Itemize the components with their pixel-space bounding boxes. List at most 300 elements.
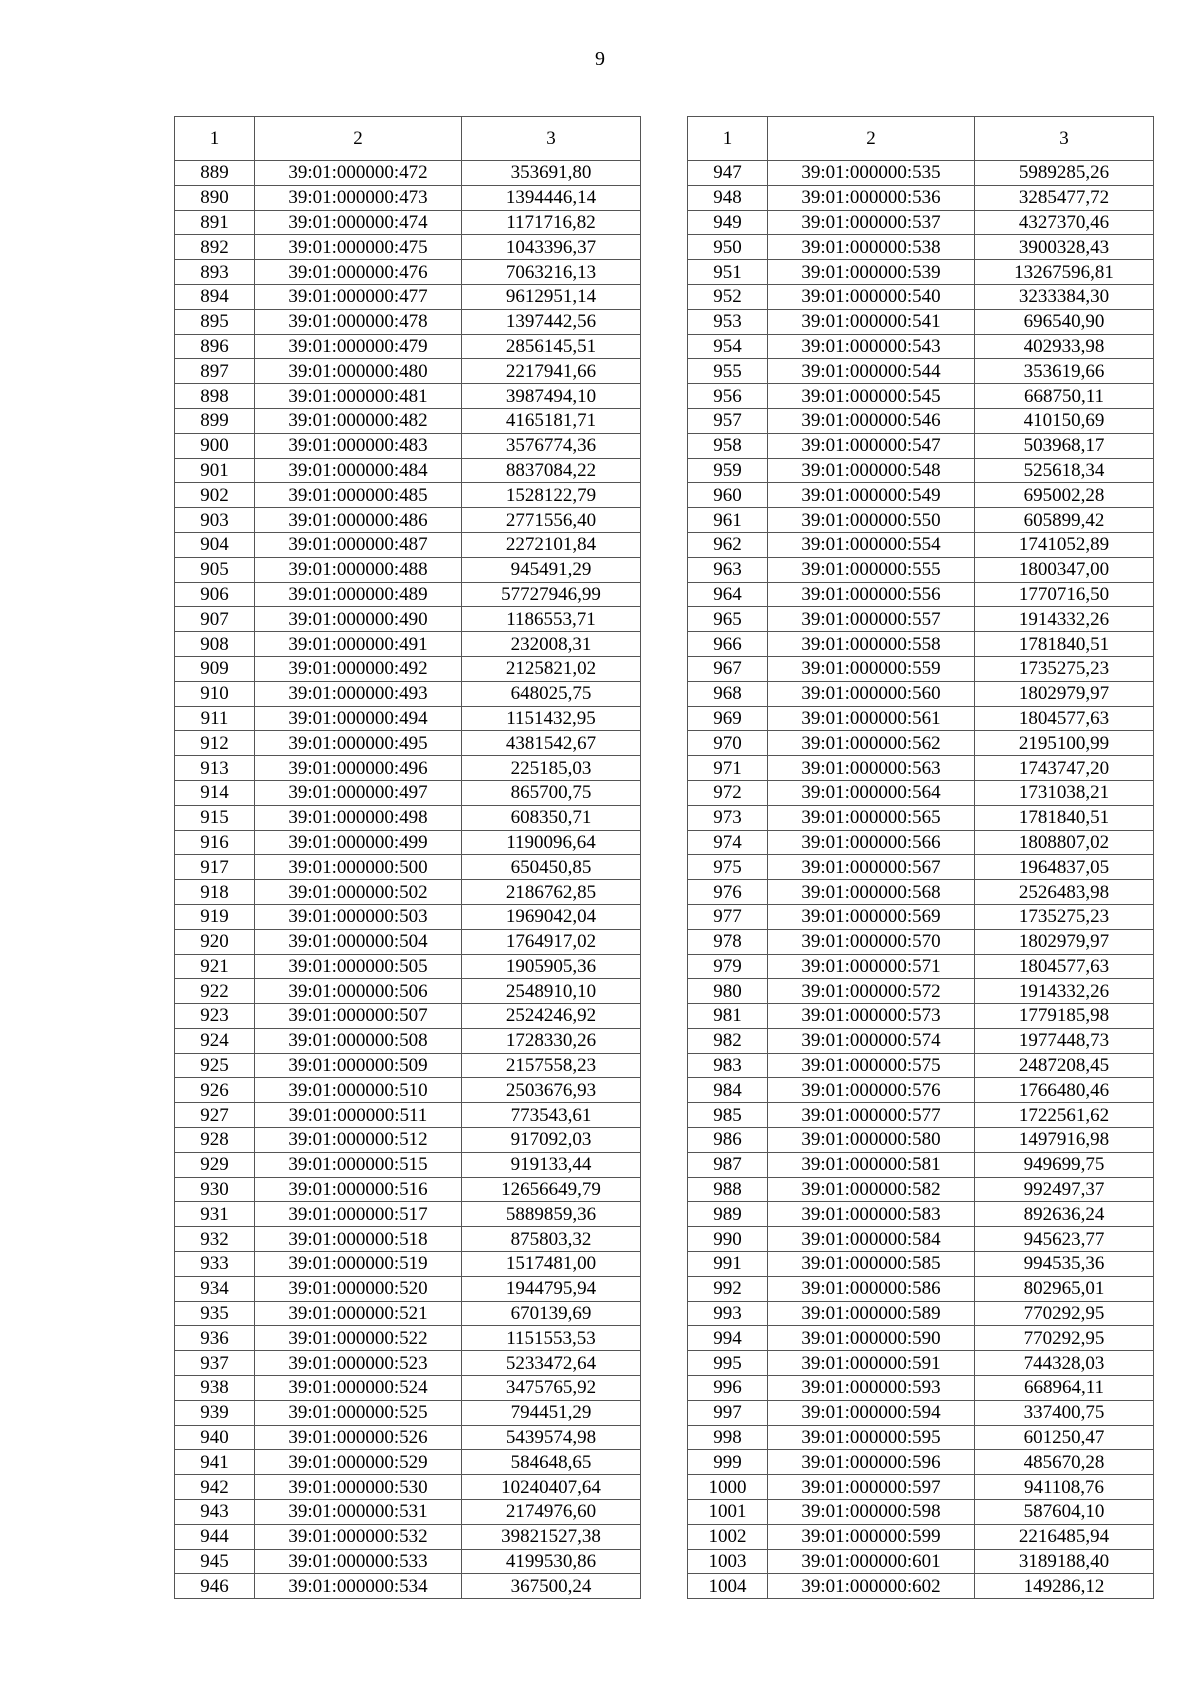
cadastral-number-cell: 39:01:000000:558: [768, 632, 975, 657]
table-row: [175, 731, 641, 756]
value-cell: 3576774,36: [462, 433, 641, 458]
left-table-body: [175, 117, 641, 1599]
row-number-cell: 941: [175, 1450, 255, 1475]
value-cell: 337400,75: [975, 1400, 1154, 1425]
row-number-cell: 899: [175, 408, 255, 433]
row-number-cell: 916: [175, 830, 255, 855]
row-number-cell: 995: [688, 1351, 768, 1376]
row-number-cell: 961: [688, 508, 768, 533]
cadastral-number-cell: 39:01:000000:543: [768, 334, 975, 359]
row-number-cell: 993: [688, 1301, 768, 1326]
row-number-cell: 907: [175, 607, 255, 632]
row-number-cell: 953: [688, 309, 768, 334]
row-number-cell: 986: [688, 1128, 768, 1153]
row-number-cell: 968: [688, 681, 768, 706]
value-cell: 1764917,02: [462, 929, 641, 954]
table-row: [175, 855, 641, 880]
row-number-cell: 935: [175, 1301, 255, 1326]
table-row: [688, 1276, 1154, 1301]
table-row: [688, 384, 1154, 409]
table-row: [175, 1425, 641, 1450]
row-number-cell: 969: [688, 706, 768, 731]
value-cell: 1735275,23: [975, 904, 1154, 929]
row-number-cell: 952: [688, 284, 768, 309]
cadastral-number-cell: 39:01:000000:522: [255, 1326, 462, 1351]
row-number-cell: 958: [688, 433, 768, 458]
table-row: [175, 1128, 641, 1153]
cadastral-number-cell: 39:01:000000:479: [255, 334, 462, 359]
row-number-cell: 895: [175, 309, 255, 334]
value-cell: 668964,11: [975, 1376, 1154, 1401]
table-row: [688, 185, 1154, 210]
cadastral-number-cell: 39:01:000000:496: [255, 756, 462, 781]
row-number-cell: 950: [688, 235, 768, 260]
value-cell: 1517481,00: [462, 1252, 641, 1277]
value-cell: 919133,44: [462, 1152, 641, 1177]
value-cell: 353619,66: [975, 359, 1154, 384]
value-cell: 3987494,10: [462, 384, 641, 409]
cadastral-number-cell: 39:01:000000:486: [255, 508, 462, 533]
value-cell: 1804577,63: [975, 954, 1154, 979]
value-cell: 1781840,51: [975, 632, 1154, 657]
cadastral-number-cell: 39:01:000000:499: [255, 830, 462, 855]
cadastral-number-cell: 39:01:000000:502: [255, 880, 462, 905]
row-number-cell: 1002: [688, 1524, 768, 1549]
value-cell: 1397442,56: [462, 309, 641, 334]
value-cell: 3900328,43: [975, 235, 1154, 260]
row-number-cell: 985: [688, 1103, 768, 1128]
cadastral-number-cell: 39:01:000000:581: [768, 1152, 975, 1177]
cadastral-number-cell: 39:01:000000:561: [768, 706, 975, 731]
table-row: [175, 954, 641, 979]
value-cell: 1728330,26: [462, 1028, 641, 1053]
row-number-cell: 945: [175, 1549, 255, 1574]
value-cell: 503968,17: [975, 433, 1154, 458]
cadastral-number-cell: 39:01:000000:583: [768, 1202, 975, 1227]
value-cell: 1779185,98: [975, 1004, 1154, 1029]
value-cell: 1735275,23: [975, 656, 1154, 681]
cadastral-number-cell: 39:01:000000:568: [768, 880, 975, 905]
value-cell: 1528122,79: [462, 483, 641, 508]
table-row: [688, 607, 1154, 632]
table-row: [175, 1326, 641, 1351]
row-number-cell: 937: [175, 1351, 255, 1376]
value-cell: 2771556,40: [462, 508, 641, 533]
row-number-cell: 900: [175, 433, 255, 458]
cadastral-number-cell: 39:01:000000:566: [768, 830, 975, 855]
value-cell: 1944795,94: [462, 1276, 641, 1301]
cadastral-number-cell: 39:01:000000:547: [768, 433, 975, 458]
value-cell: 587604,10: [975, 1500, 1154, 1525]
left-table: [174, 116, 641, 1599]
value-cell: 2125821,02: [462, 656, 641, 681]
cadastral-number-cell: 39:01:000000:492: [255, 656, 462, 681]
row-number-cell: 1003: [688, 1549, 768, 1574]
value-cell: 668750,11: [975, 384, 1154, 409]
row-number-cell: 956: [688, 384, 768, 409]
row-number-cell: 918: [175, 880, 255, 905]
row-number-cell: 924: [175, 1028, 255, 1053]
value-cell: 1977448,73: [975, 1028, 1154, 1053]
cadastral-number-cell: 39:01:000000:601: [768, 1549, 975, 1574]
table-row: [175, 1301, 641, 1326]
value-cell: 744328,03: [975, 1351, 1154, 1376]
table-row: [175, 1004, 641, 1029]
table-row: [175, 433, 641, 458]
table-row: [688, 1301, 1154, 1326]
cadastral-number-cell: 39:01:000000:518: [255, 1227, 462, 1252]
value-cell: 4327370,46: [975, 210, 1154, 235]
value-cell: 525618,34: [975, 458, 1154, 483]
cadastral-number-cell: 39:01:000000:490: [255, 607, 462, 632]
value-cell: 2526483,98: [975, 880, 1154, 905]
cadastral-number-cell: 39:01:000000:555: [768, 557, 975, 582]
cadastral-number-cell: 39:01:000000:482: [255, 408, 462, 433]
row-number-cell: 963: [688, 557, 768, 582]
value-cell: 992497,37: [975, 1177, 1154, 1202]
cadastral-number-cell: 39:01:000000:484: [255, 458, 462, 483]
value-cell: 601250,47: [975, 1425, 1154, 1450]
row-number-cell: 994: [688, 1326, 768, 1351]
cadastral-number-cell: 39:01:000000:523: [255, 1351, 462, 1376]
cadastral-number-cell: 39:01:000000:525: [255, 1400, 462, 1425]
table-row: [688, 1425, 1154, 1450]
table-row: [688, 830, 1154, 855]
row-number-cell: 913: [175, 756, 255, 781]
table-row: [175, 1475, 641, 1500]
table-row: [175, 359, 641, 384]
cadastral-number-cell: 39:01:000000:580: [768, 1128, 975, 1153]
table-row: [688, 582, 1154, 607]
cadastral-number-cell: 39:01:000000:563: [768, 756, 975, 781]
table-row: [688, 904, 1154, 929]
value-cell: 5233472,64: [462, 1351, 641, 1376]
row-number-cell: 940: [175, 1425, 255, 1450]
table-row: [688, 161, 1154, 186]
cadastral-number-cell: 39:01:000000:500: [255, 855, 462, 880]
table-row: [688, 1128, 1154, 1153]
table-row: [688, 309, 1154, 334]
cadastral-number-cell: 39:01:000000:570: [768, 929, 975, 954]
cadastral-number-cell: 39:01:000000:572: [768, 979, 975, 1004]
row-number-cell: 1001: [688, 1500, 768, 1525]
value-cell: 1802979,97: [975, 929, 1154, 954]
value-cell: 485670,28: [975, 1450, 1154, 1475]
value-cell: 696540,90: [975, 309, 1154, 334]
cadastral-number-cell: 39:01:000000:475: [255, 235, 462, 260]
row-number-cell: 894: [175, 284, 255, 309]
table-row: [688, 1202, 1154, 1227]
value-cell: 1151432,95: [462, 706, 641, 731]
cadastral-number-cell: 39:01:000000:535: [768, 161, 975, 186]
value-cell: 770292,95: [975, 1301, 1154, 1326]
table-row: [175, 1500, 641, 1525]
row-number-cell: 893: [175, 260, 255, 285]
cadastral-number-cell: 39:01:000000:494: [255, 706, 462, 731]
value-cell: 1781840,51: [975, 805, 1154, 830]
row-number-cell: 978: [688, 929, 768, 954]
table-row: [175, 880, 641, 905]
table-row: [688, 1326, 1154, 1351]
cadastral-number-cell: 39:01:000000:575: [768, 1053, 975, 1078]
table-row: [688, 260, 1154, 285]
value-cell: 605899,42: [975, 508, 1154, 533]
cadastral-number-cell: 39:01:000000:508: [255, 1028, 462, 1053]
cadastral-number-cell: 39:01:000000:586: [768, 1276, 975, 1301]
value-cell: 1800347,00: [975, 557, 1154, 582]
row-number-cell: 910: [175, 681, 255, 706]
cadastral-number-cell: 39:01:000000:598: [768, 1500, 975, 1525]
table-row: [175, 1227, 641, 1252]
row-number-cell: 936: [175, 1326, 255, 1351]
cadastral-number-cell: 39:01:000000:538: [768, 235, 975, 260]
table-row: [688, 508, 1154, 533]
value-cell: 945623,77: [975, 1227, 1154, 1252]
row-number-cell: 938: [175, 1376, 255, 1401]
row-number-cell: 951: [688, 260, 768, 285]
value-cell: 367500,24: [462, 1574, 641, 1599]
cadastral-number-cell: 39:01:000000:593: [768, 1376, 975, 1401]
row-number-cell: 932: [175, 1227, 255, 1252]
value-cell: 5889859,36: [462, 1202, 641, 1227]
table-row: [688, 1028, 1154, 1053]
row-number-cell: 982: [688, 1028, 768, 1053]
table-row: [175, 161, 641, 186]
row-number-cell: 977: [688, 904, 768, 929]
row-number-cell: 959: [688, 458, 768, 483]
table-row: [175, 284, 641, 309]
table-row: [175, 830, 641, 855]
table-row: [175, 632, 641, 657]
cadastral-number-cell: 39:01:000000:595: [768, 1425, 975, 1450]
value-cell: 7063216,13: [462, 260, 641, 285]
row-number-cell: 998: [688, 1425, 768, 1450]
table-row: [175, 681, 641, 706]
value-cell: 650450,85: [462, 855, 641, 880]
cadastral-number-cell: 39:01:000000:489: [255, 582, 462, 607]
value-cell: 1914332,26: [975, 979, 1154, 1004]
value-cell: 353691,80: [462, 161, 641, 186]
table-row: [688, 632, 1154, 657]
table-row: [688, 284, 1154, 309]
value-cell: 770292,95: [975, 1326, 1154, 1351]
row-number-cell: 920: [175, 929, 255, 954]
row-number-cell: 991: [688, 1252, 768, 1277]
value-cell: 994535,36: [975, 1252, 1154, 1277]
table-row: [688, 979, 1154, 1004]
table-row: [175, 582, 641, 607]
table-row: [175, 805, 641, 830]
value-cell: 794451,29: [462, 1400, 641, 1425]
row-number-cell: 925: [175, 1053, 255, 1078]
table-row: [175, 1276, 641, 1301]
table-row: [175, 557, 641, 582]
row-number-cell: 889: [175, 161, 255, 186]
value-cell: 3285477,72: [975, 185, 1154, 210]
table-row: [175, 780, 641, 805]
cadastral-number-cell: 39:01:000000:534: [255, 1574, 462, 1599]
table-row: [688, 1351, 1154, 1376]
value-cell: 1497916,98: [975, 1128, 1154, 1153]
table-row: [688, 929, 1154, 954]
cadastral-number-cell: 39:01:000000:536: [768, 185, 975, 210]
row-number-cell: 923: [175, 1004, 255, 1029]
value-cell: 4199530,86: [462, 1549, 641, 1574]
row-number-cell: 957: [688, 408, 768, 433]
cadastral-number-cell: 39:01:000000:497: [255, 780, 462, 805]
table-row: [688, 359, 1154, 384]
cadastral-number-cell: 39:01:000000:549: [768, 483, 975, 508]
value-cell: 1043396,37: [462, 235, 641, 260]
table-row: [688, 483, 1154, 508]
table-row: [175, 1400, 641, 1425]
cadastral-number-cell: 39:01:000000:589: [768, 1301, 975, 1326]
value-cell: 1770716,50: [975, 582, 1154, 607]
cadastral-number-cell: 39:01:000000:539: [768, 260, 975, 285]
cadastral-number-cell: 39:01:000000:537: [768, 210, 975, 235]
value-cell: 608350,71: [462, 805, 641, 830]
table-row: [688, 1053, 1154, 1078]
header-cell-2: 2: [768, 117, 975, 161]
value-cell: 2487208,45: [975, 1053, 1154, 1078]
value-cell: 232008,31: [462, 632, 641, 657]
row-number-cell: 909: [175, 656, 255, 681]
table-row: [175, 979, 641, 1004]
table-row: [688, 1004, 1154, 1029]
cadastral-number-cell: 39:01:000000:560: [768, 681, 975, 706]
table-row: [175, 235, 641, 260]
table-row: [688, 1227, 1154, 1252]
cadastral-number-cell: 39:01:000000:602: [768, 1574, 975, 1599]
table-row: [688, 557, 1154, 582]
row-number-cell: 901: [175, 458, 255, 483]
cadastral-number-cell: 39:01:000000:562: [768, 731, 975, 756]
value-cell: 1171716,82: [462, 210, 641, 235]
row-number-cell: 911: [175, 706, 255, 731]
table-row: [175, 904, 641, 929]
cadastral-number-cell: 39:01:000000:554: [768, 532, 975, 557]
row-number-cell: 929: [175, 1152, 255, 1177]
table-row: [688, 756, 1154, 781]
value-cell: 57727946,99: [462, 582, 641, 607]
cadastral-number-cell: 39:01:000000:550: [768, 508, 975, 533]
cadastral-number-cell: 39:01:000000:559: [768, 656, 975, 681]
value-cell: 670139,69: [462, 1301, 641, 1326]
cadastral-number-cell: 39:01:000000:509: [255, 1053, 462, 1078]
row-number-cell: 912: [175, 731, 255, 756]
value-cell: 1741052,89: [975, 532, 1154, 557]
table-row: [688, 433, 1154, 458]
value-cell: 875803,32: [462, 1227, 641, 1252]
value-cell: 941108,76: [975, 1475, 1154, 1500]
table-row: [688, 1177, 1154, 1202]
table-row: [175, 656, 641, 681]
cadastral-number-cell: 39:01:000000:480: [255, 359, 462, 384]
table-row: [688, 954, 1154, 979]
cadastral-number-cell: 39:01:000000:519: [255, 1252, 462, 1277]
table-row: [688, 731, 1154, 756]
value-cell: 1964837,05: [975, 855, 1154, 880]
table-row: [175, 260, 641, 285]
row-number-cell: 898: [175, 384, 255, 409]
cadastral-number-cell: 39:01:000000:585: [768, 1252, 975, 1277]
cadastral-number-cell: 39:01:000000:574: [768, 1028, 975, 1053]
table-row: [688, 532, 1154, 557]
table-row: [175, 1376, 641, 1401]
cadastral-number-cell: 39:01:000000:557: [768, 607, 975, 632]
cadastral-number-cell: 39:01:000000:483: [255, 433, 462, 458]
row-number-cell: 934: [175, 1276, 255, 1301]
value-cell: 8837084,22: [462, 458, 641, 483]
value-cell: 1766480,46: [975, 1078, 1154, 1103]
table-row: [175, 384, 641, 409]
table-row: [688, 880, 1154, 905]
cadastral-number-cell: 39:01:000000:548: [768, 458, 975, 483]
table-row: [175, 483, 641, 508]
cadastral-number-cell: 39:01:000000:541: [768, 309, 975, 334]
table-row: [688, 706, 1154, 731]
row-number-cell: 976: [688, 880, 768, 905]
table-row: [175, 532, 641, 557]
cadastral-number-cell: 39:01:000000:544: [768, 359, 975, 384]
table-row: [175, 1152, 641, 1177]
cadastral-number-cell: 39:01:000000:576: [768, 1078, 975, 1103]
cadastral-number-cell: 39:01:000000:594: [768, 1400, 975, 1425]
cadastral-number-cell: 39:01:000000:571: [768, 954, 975, 979]
cadastral-number-cell: 39:01:000000:590: [768, 1326, 975, 1351]
value-cell: 2272101,84: [462, 532, 641, 557]
row-number-cell: 914: [175, 780, 255, 805]
value-cell: 1722561,62: [975, 1103, 1154, 1128]
table-row: [688, 1500, 1154, 1525]
value-cell: 3475765,92: [462, 1376, 641, 1401]
right-table-body: [688, 117, 1154, 1599]
cadastral-number-cell: 39:01:000000:510: [255, 1078, 462, 1103]
value-cell: 12656649,79: [462, 1177, 641, 1202]
table-row: [175, 210, 641, 235]
table-row: [175, 309, 641, 334]
row-number-cell: 896: [175, 334, 255, 359]
table-row: [688, 458, 1154, 483]
table-row: [688, 408, 1154, 433]
cadastral-number-cell: 39:01:000000:473: [255, 185, 462, 210]
value-cell: 2216485,94: [975, 1524, 1154, 1549]
table-row: [175, 408, 641, 433]
row-number-cell: 919: [175, 904, 255, 929]
value-cell: 2157558,23: [462, 1053, 641, 1078]
row-number-cell: 943: [175, 1500, 255, 1525]
cadastral-number-cell: 39:01:000000:485: [255, 483, 462, 508]
row-number-cell: 928: [175, 1128, 255, 1153]
value-cell: 3233384,30: [975, 284, 1154, 309]
cadastral-number-cell: 39:01:000000:507: [255, 1004, 462, 1029]
header-cell-3: 3: [462, 117, 641, 161]
table-row: [688, 1574, 1154, 1599]
row-number-cell: 942: [175, 1475, 255, 1500]
table-row: [688, 1549, 1154, 1574]
table-header-row: [175, 117, 641, 161]
cadastral-number-cell: 39:01:000000:564: [768, 780, 975, 805]
row-number-cell: 997: [688, 1400, 768, 1425]
table-row: [688, 235, 1154, 260]
row-number-cell: 908: [175, 632, 255, 657]
table-row: [175, 1053, 641, 1078]
value-cell: 584648,65: [462, 1450, 641, 1475]
table-row: [175, 1450, 641, 1475]
value-cell: 1804577,63: [975, 706, 1154, 731]
table-row: [175, 607, 641, 632]
value-cell: 9612951,14: [462, 284, 641, 309]
